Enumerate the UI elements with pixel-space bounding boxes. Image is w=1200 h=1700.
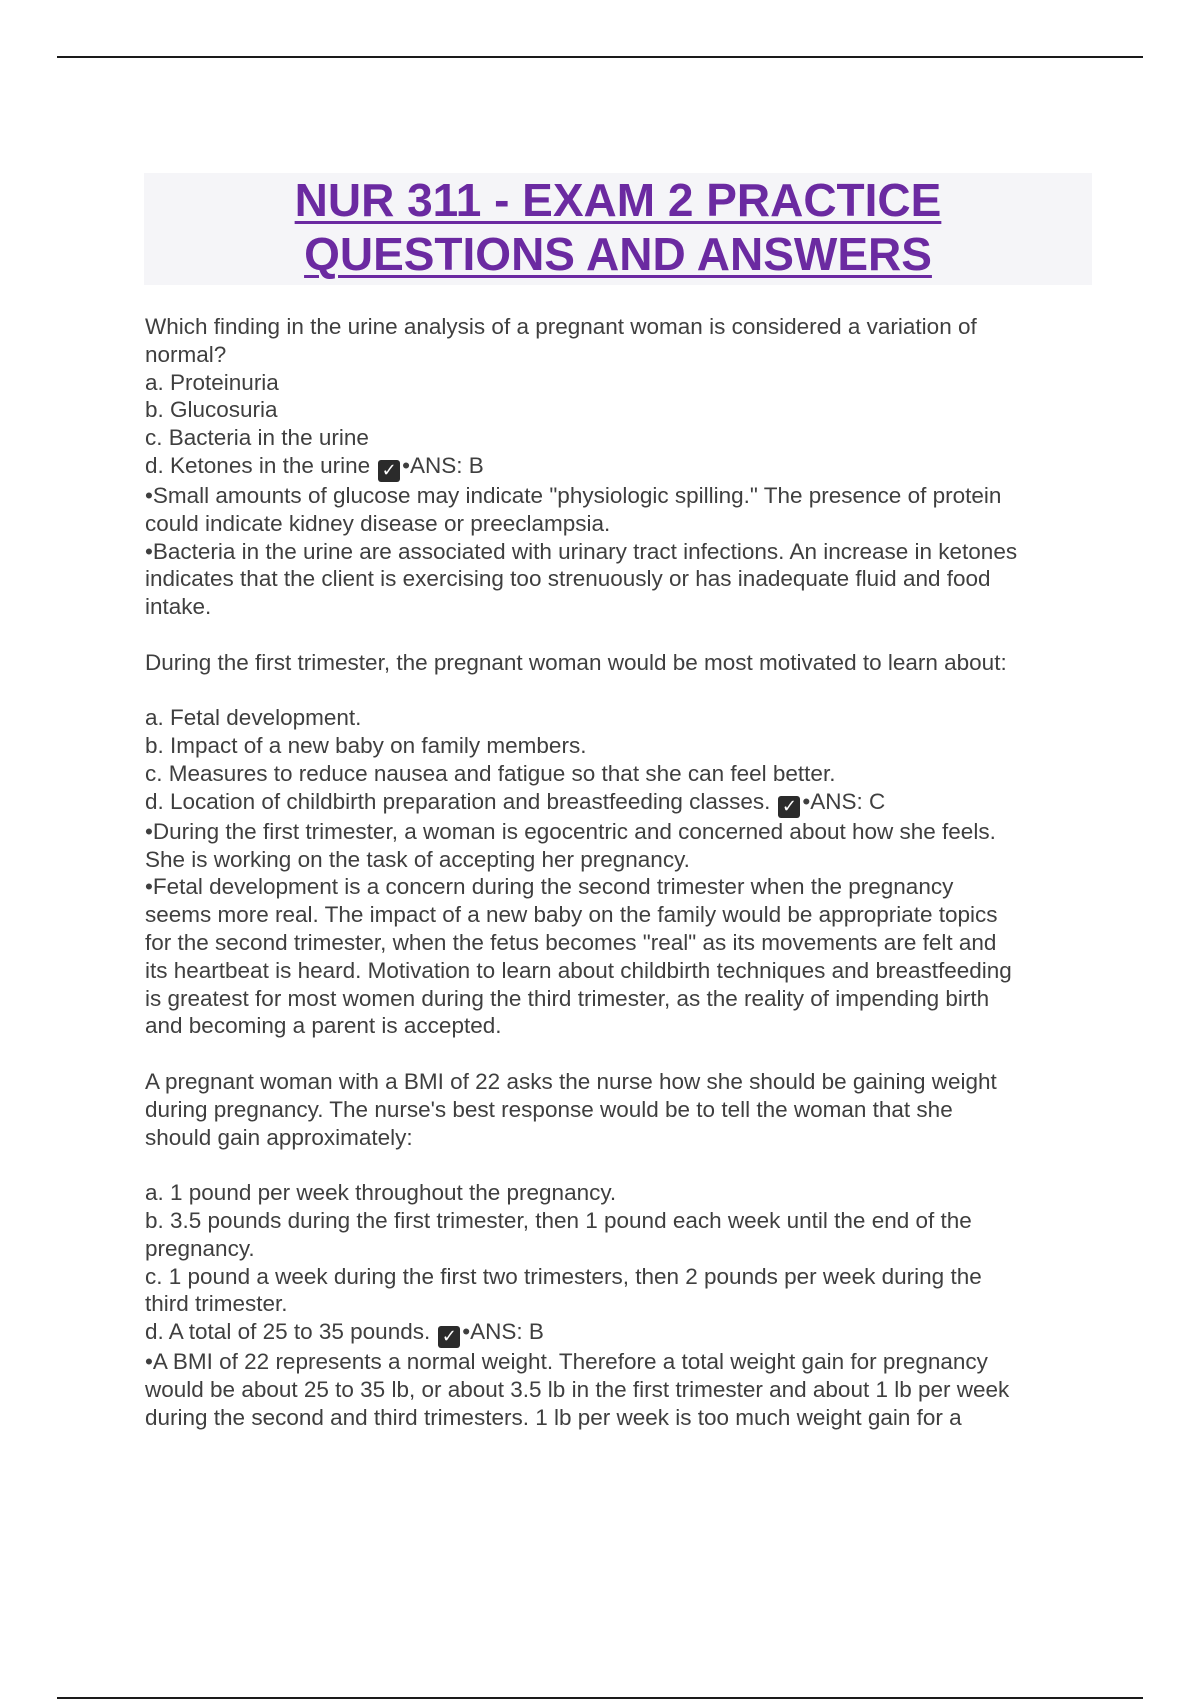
question-3 [145,1068,1095,1432]
rationale-line: seems more real. The impact of a new baby on the family would be appropriate topics [145,902,998,928]
title-line-2: QUESTIONS AND ANSWERS [304,228,932,280]
answer-option: c. 1 pound a week during the first two trimesters, then 2 pounds per week during the [145,1263,982,1289]
answer-key: •ANS: B [462,1319,544,1345]
rationale-line: indicates that the client is exercising too strenuously or has inadequate fluid and food [145,566,991,592]
rationale-line: intake. [145,594,212,620]
question-stem: A pregnant woman with a BMI of 22 asks the nurse how she should be gaining weight [145,1068,997,1094]
rationale-line: would be about 25 to 35 lb, or about 3.5 lb in the first trimester and about 1 lb per week [145,1376,1010,1402]
rationale-line: its heartbeat is heard. Motivation to learn about childbirth techniques and breastfeeding [145,957,1012,983]
answer-key: •ANS: B [402,452,484,478]
rationale-line: for the second trimester, when the fetus becomes "real" as its movements are felt and [145,929,997,955]
answer-option: a. Fetal development. [145,705,362,731]
checkbox-checked-icon: ✓ [778,796,800,818]
question-stem: normal? [145,341,227,367]
rationale-line: during the second and third trimesters. 1 lb per week is too much weight gain for a [145,1404,962,1430]
rationale-line: •Bacteria in the urine are associated with urinary tract infections. An increase in ketones [145,538,1018,564]
document-body [145,313,1095,1431]
title-line-1: NUR 311 - EXAM 2 PRACTICE [294,174,942,226]
rationale-line: •Small amounts of glucose may indicate "physiologic spilling." The presence of protein [145,482,1002,508]
document-title [144,173,1092,285]
rationale-line: •During the first trimester, a woman is egocentric and concerned about how she feels. [145,818,996,844]
answer-option: b. Impact of a new baby on family members. [145,733,587,759]
answer-option: b. Glucosuria [145,397,278,423]
answer-option-with-answer: d. Location of childbirth preparation and breastfeeding classes. ✓ •ANS: C [145,788,886,817]
checkbox-checked-icon: ✓ [378,460,400,482]
answer-option: c. Bacteria in the urine [145,425,369,451]
checkbox-checked-icon: ✓ [438,1326,460,1348]
answer-option: a. 1 pound per week throughout the pregnancy. [145,1180,617,1206]
bottom-rule [57,1697,1143,1699]
question-stem: should gain approximately: [145,1124,413,1150]
rationale-line: could indicate kidney disease or preeclampsia. [145,510,611,536]
rationale-line: and becoming a parent is accepted. [145,1013,502,1039]
answer-option-with-answer: d. A total of 25 to 35 pounds. ✓ •ANS: B [145,1319,544,1348]
answer-option: pregnancy. [145,1235,255,1261]
answer-option-with-answer: d. Ketones in the urine ✓ •ANS: B [145,452,484,481]
question-1 [145,313,1095,621]
answer-key: •ANS: C [802,788,886,814]
question-stem: During the first trimester, the pregnant woman would be most motivated to learn about: [145,649,1007,675]
answer-option: a. Proteinuria [145,369,279,395]
answer-option: third trimester. [145,1291,288,1317]
answer-option: b. 3.5 pounds during the first trimester, then 1 pound each week until the end of the [145,1207,972,1233]
rationale-line: •Fetal development is a concern during the second trimester when the pregnancy [145,874,954,900]
question-stem: during pregnancy. The nurse's best response would be to tell the woman that she [145,1096,953,1122]
rationale-line: •A BMI of 22 represents a normal weight. Therefore a total weight gain for pregnancy [145,1349,988,1375]
top-rule [57,56,1143,58]
rationale-line: is greatest for most women during the third trimester, as the reality of impending birth [145,985,990,1011]
question-2 [145,649,1095,1040]
answer-option: c. Measures to reduce nausea and fatigue so that she can feel better. [145,760,836,786]
rationale-line: She is working on the task of accepting her pregnancy. [145,846,690,872]
question-stem: Which finding in the urine analysis of a pregnant woman is considered a variation of [145,314,977,339]
